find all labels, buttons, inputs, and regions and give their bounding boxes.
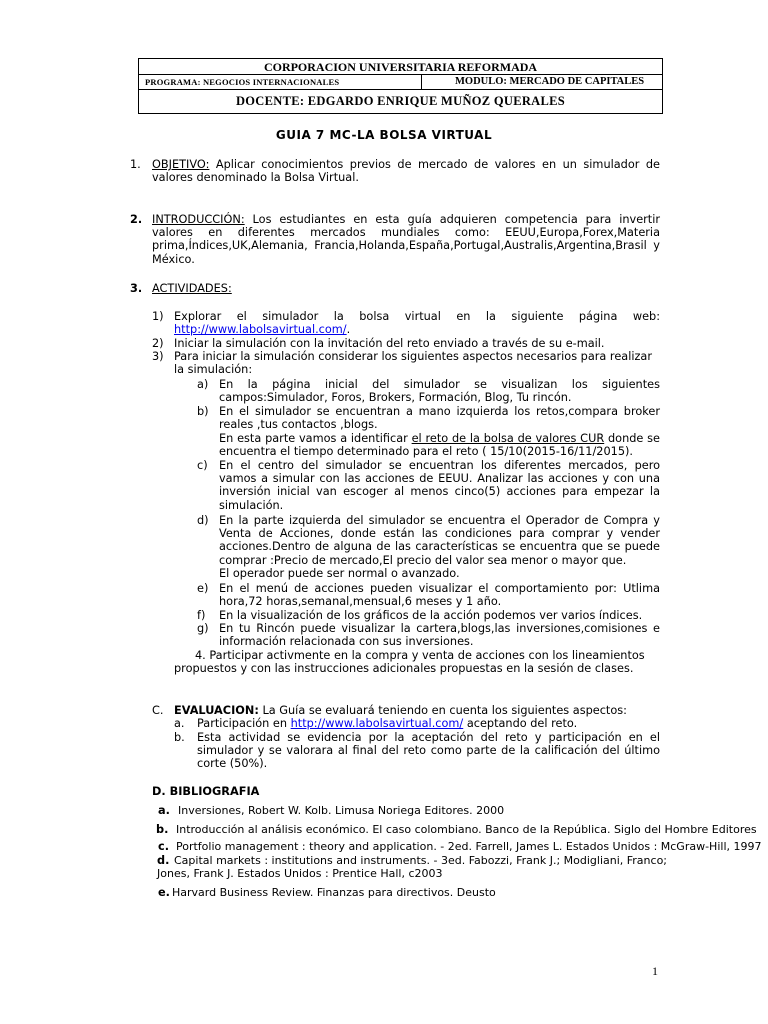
activity-2-number: 2) <box>152 337 164 350</box>
activities-label: ACTIVIDADES: <box>152 282 232 295</box>
sub-b-extra: En esta parte vamos a identificar el reto de la bolsa de valores CUR donde se encuentra el tiempo determinado para el reto ( 15/10(2015-16/11/2015). <box>219 432 660 459</box>
introduction-label: INTRODUCCIÓN: <box>152 213 245 226</box>
objective-paragraph <box>152 158 660 184</box>
sub-f-text: En la visualización de los gráficos de la acción podemos ver varios índices. <box>219 609 643 622</box>
page-number: 1 <box>652 964 658 978</box>
activity-4-text: 4. Participar activmente en la compra y venta de acciones con los lineamientos propuestos y con las instrucciones adicionales propuestas en la sesión de clases. <box>174 649 645 676</box>
sub-g-letter: g) <box>197 622 209 635</box>
module-label: MODULO: MERCADO DE CAPITALES <box>455 76 645 87</box>
sub-a-text: En la página inicial del simulador se visualizan los siguientes campos:Simulador, Foros, Brokers, Formación, Blog, Tu rincón. <box>219 378 660 405</box>
biblio-e-letter: e. <box>158 886 170 899</box>
page-title: GUIA 7 MC-LA BOLSA VIRTUAL <box>275 128 493 142</box>
evaluation-a-letter: a. <box>174 717 185 730</box>
sub-d-extra: El operador puede ser normal o avanzado. <box>219 567 460 580</box>
introduction-text: Los estudiantes en esta guía adquieren competencia para invertir valores en diferentes mercados mundiales como: EEUU,Europa,Forex,Materia prima,Índices,UK,Alemania, Francia,Holanda,España,Portugal,Australis,Argentina,Brasil y México. <box>152 213 660 266</box>
biblio-a-text: Inversiones, Robert W. Kolb. Limusa Noriega Editores. 2000 <box>178 804 505 817</box>
objective-label: OBJETIVO: <box>152 158 210 171</box>
evaluation-link[interactable]: http://www.labolsavirtual.com/ <box>290 717 464 730</box>
sub-d-letter: d) <box>197 514 209 527</box>
institution-name: CORPORACION UNIVERSITARIA REFORMADA <box>139 59 662 75</box>
biblio-b-letter: b. <box>156 823 169 836</box>
bibliography-label: D. BIBLIOGRAFIA <box>152 785 260 798</box>
evaluation-b-letter: b. <box>174 731 185 744</box>
evaluation-a: Participación en http://www.labolsavirtual.com/ aceptando del reto. <box>197 717 578 730</box>
labolsavirtual-link[interactable]: http://www.labolsavirtual.com/ <box>174 323 347 337</box>
introduction-paragraph <box>152 213 660 266</box>
sub-c-text: En el centro del simulador se encuentran los diferentes mercados, pero vamos a simular con las acciones de EEUU. Analizar las acciones y con una inversión inicial van escoger al menos cinco(5) acciones para empezar la simulación. <box>219 459 660 512</box>
biblio-a-letter: a. <box>158 804 170 817</box>
sub-b-letter: b) <box>197 405 209 418</box>
activity-1: Explorar el simulador la bolsa virtual en la siguiente página web: http://www.labolsavirtual.com/. <box>174 310 660 337</box>
objective-text: Aplicar conocimientos previos de mercado de valores en un simulador de valores denominado la Bolsa Virtual. <box>152 158 660 185</box>
evaluation-b-text: Esta actividad se evidencia por la aceptación del reto y participación en el simulador y se valorara al final del reto como parte de la calificación del último corte (50%). <box>197 731 660 771</box>
sub-e-letter: e) <box>197 582 209 595</box>
evaluation-letter: C. <box>152 704 164 717</box>
introduction-number: 2. <box>130 213 143 226</box>
activity-3-number: 3) <box>152 350 164 363</box>
biblio-c-text: Portfolio management : theory and application. - 2ed. Farrell, James L. Estados Unidos : McGraw-Hill, 1997 <box>176 840 762 853</box>
sub-e-text: En el menú de acciones pueden visualizar el comportamiento por: Utlima hora,72 horas,semanal,mensual,6 meses y 1 año. <box>219 582 660 609</box>
biblio-e-text: Harvard Business Review. Finanzas para directivos. Deusto <box>172 886 496 899</box>
sub-a-letter: a) <box>197 378 209 391</box>
sub-f-letter: f) <box>197 609 206 622</box>
sub-g-text: En tu Rincón puede visualizar la cartera,blogs,las inversiones,comisiones e información relacionada con sus inversiones. <box>219 622 660 649</box>
evaluation-label: EVALUACION: <box>174 704 259 717</box>
activity-1-text: Explorar el simulador la bolsa virtual en la siguiente página web: <box>174 310 660 323</box>
biblio-d-letter: d. <box>157 854 170 867</box>
sub-b-text: En el simulador se encuentran a mano izquierda los retos,compara broker reales ,tus contactos ,blogs. <box>219 405 660 432</box>
header-box <box>138 58 663 114</box>
activities-number: 3. <box>130 282 143 295</box>
evaluation-intro: EVALUACION: La Guía se evaluará teniendo en cuenta los siguientes aspectos: <box>174 704 627 717</box>
program-module-row <box>139 75 662 90</box>
reto-cur-link[interactable]: el reto de la bolsa de valores CUR <box>411 432 605 445</box>
biblio-b-text: Introducción al análisis económico. El caso colombiano. Banco de la República. Siglo del Hombre Editores <box>176 823 757 836</box>
sub-c-letter: c) <box>197 459 208 472</box>
biblio-c-letter: c. <box>158 840 169 853</box>
biblio-d-text: Capital markets : institutions and instruments. - 3ed. Fabozzi, Frank J.; Modigliani, Franco; <box>174 854 668 867</box>
header-divider <box>421 75 422 90</box>
program-label: PROGRAMA: NEGOCIOS INTERNACIONALES <box>145 77 340 87</box>
teacher-name: DOCENTE: EDGARDO ENRIQUE MUÑOZ QUERALES <box>235 94 566 108</box>
sub-d-text: En la parte izquierda del simulador se encuentra el Operador de Compra y Venta de Acciones, donde están las condiciones para comprar y vender acciones.Dentro de alguna de las características se encuentra que se puede comprar :Precio de mercado,El precio del valor sea menor o mayor que. <box>219 514 660 567</box>
activity-2-text: Iniciar la simulación con la invitación del reto enviado a través de su e-mail. <box>174 337 605 350</box>
biblio-d-text-2: Jones, Frank J. Estados Unidos : Prentice Hall, c2003 <box>157 867 443 880</box>
activity-3-text: Para iniciar la simulación considerar los siguientes aspectos necesarios para realizar la simulación: <box>174 350 652 377</box>
objective-number: 1. <box>130 158 141 171</box>
activity-1-number: 1) <box>152 310 164 323</box>
